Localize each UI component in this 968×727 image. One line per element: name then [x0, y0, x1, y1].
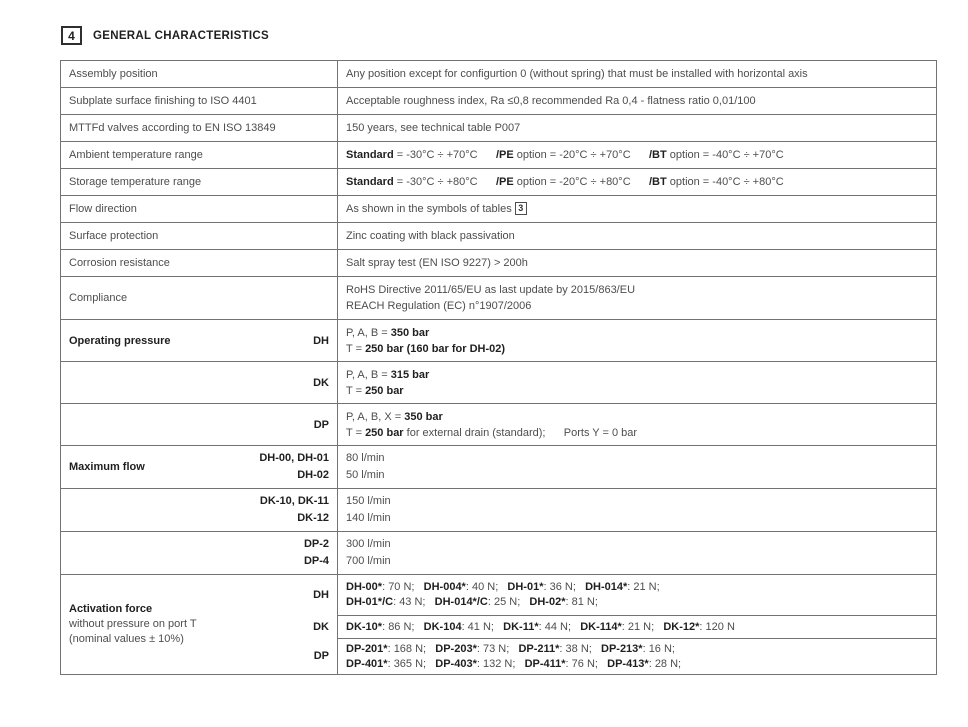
row-label-text: Operating pressure: [69, 334, 171, 347]
row-label: [61, 446, 338, 488]
table-row-maximum-flow-dk: [61, 489, 936, 532]
table-row-ambient-temperature: [61, 142, 936, 169]
table-row-subplate-finishing: [61, 88, 936, 115]
model-code-label: DH: [313, 589, 329, 601]
row-value: Zinc coating with black passivation: [346, 230, 515, 242]
row-label: [61, 532, 338, 574]
table-row-flow-direction: [61, 196, 936, 223]
row-label: [61, 404, 338, 445]
table-row-assembly-position: [61, 61, 936, 88]
row-label: Subplate surface finishing to ISO 4401: [61, 88, 338, 114]
row-label: Flow direction: [61, 196, 338, 222]
table-row-maximum-flow-dh: [61, 446, 936, 489]
row-value: Acceptable roughness index, Ra ≤0,8 recommended Ra 0,4 - flatness ratio 0,01/100: [346, 95, 756, 107]
characteristics-table: [60, 60, 937, 675]
model-code-label: DP: [313, 418, 329, 431]
section-header: [61, 26, 269, 45]
row-value: 150 l/min 140 l/min: [346, 495, 391, 524]
model-code-label: DK: [313, 620, 329, 633]
row-label-text: Maximum flow: [69, 461, 145, 473]
table-row-operating-pressure-dk: [61, 362, 936, 404]
row-value: DH-00*: 70 N; DH-004*: 40 N; DH-01*: 36 N; DH-014*: 21 N; DH-01*/C: 43 N; DH-014*/C: 25 N; DH-02*: 81 N;: [346, 581, 660, 608]
table-row-operating-pressure-dh: [61, 320, 936, 362]
row-value: P, A, B = 350 bar T = 250 bar (160 bar for DH-02): [346, 326, 506, 355]
model-code-label: DK: [313, 376, 329, 389]
page-title: GENERAL CHARACTERISTICS: [93, 29, 270, 42]
row-label: Compliance: [61, 277, 338, 319]
table-row-activation-force: [61, 575, 936, 674]
table-row-maximum-flow-dp: [61, 532, 936, 575]
row-value: As shown in the symbols of tables 3: [338, 196, 936, 222]
table-row-corrosion-resistance: [61, 250, 936, 277]
table-row-surface-protection: [61, 223, 936, 250]
row-value: Salt spray test (EN ISO 9227) > 200h: [346, 257, 528, 269]
row-label: [61, 575, 338, 674]
model-code-label: DP-2 DP-4: [303, 538, 329, 567]
table-row-storage-temperature: [61, 169, 936, 196]
row-label: Assembly position: [61, 61, 338, 87]
row-value: RoHS Directive 2011/65/EU as last update by 2015/863/EU REACH Regulation (EC) n°1907/2006: [346, 284, 636, 312]
row-value: DP-201*: 168 N; DP-203*: 73 N; DP-211*: 38 N; DP-213*: 16 N; DP-401*: 365 N; DP-403*: 132 N; DP-411*: 76 N; DP-413*: 28 N;: [338, 638, 936, 674]
row-label: Storage temperature range: [61, 169, 338, 195]
model-code-column: [313, 575, 329, 674]
row-value: Standard = -30°C ÷ +80°C /PE option = -20°C ÷ +80°C /BT option = -40°C ÷ +80°C: [346, 176, 784, 188]
row-value: P, A, B = 315 bar T = 250 bar: [346, 368, 430, 397]
row-label: MTTFd valves according to EN ISO 13849: [61, 115, 338, 141]
row-value: Standard = -30°C ÷ +70°C /PE option = -20°C ÷ +70°C /BT option = -40°C ÷ +70°C: [346, 149, 784, 161]
activation-force-values: [338, 575, 936, 674]
row-label: Ambient temperature range: [61, 142, 338, 168]
row-value: 150 years, see technical table P007: [346, 122, 521, 134]
row-label: [61, 489, 338, 531]
row-label: Surface protection: [61, 223, 338, 249]
activation-force-description: Activation force without pressure on port T (nominal values ± 10%): [69, 603, 197, 645]
row-label: Corrosion resistance: [61, 250, 338, 276]
model-code-label: DH-00, DH-01 DH-02: [259, 452, 329, 481]
row-value: P, A, B, X = 350 bar T = 250 bar for external drain (standard); Ports Y = 0 bar: [346, 410, 638, 439]
section-number-box: 4: [61, 26, 82, 45]
row-label: [61, 362, 338, 403]
table-row-mttfd: [61, 115, 936, 142]
row-value: Any position except for configurtion 0 (without spring) that must be installed with horizontal axis: [346, 68, 808, 80]
model-code-label: DH: [313, 334, 329, 347]
model-code-label: DK-10, DK-11 DK-12: [259, 495, 329, 524]
row-value: DK-10*: 86 N; DK-104: 41 N; DK-11*: 44 N; DK-114*: 21 N; DK-12*: 120 N: [338, 615, 936, 638]
model-code-label: DP: [313, 650, 329, 662]
table-row-operating-pressure-dp: [61, 404, 936, 446]
row-value: 300 l/min 700 l/min: [346, 538, 391, 567]
row-value: 80 l/min 50 l/min: [346, 452, 385, 481]
row-label: [61, 320, 338, 361]
table-row-compliance: [61, 277, 936, 320]
